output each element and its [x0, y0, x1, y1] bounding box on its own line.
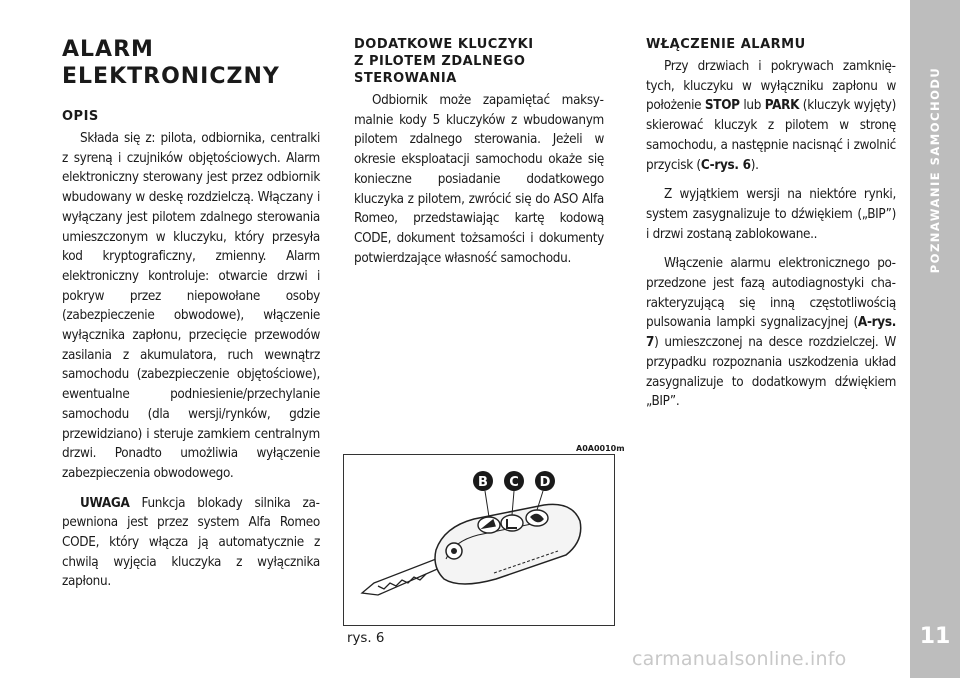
p1-text-b: lub: [739, 98, 765, 114]
extra-keys-paragraph: Odbiornik może zapamiętać maksymalnie kody 5 kluczyków z wbudowanym pilotem zdalnego sterowania. Jeżeli w okresie eksploatacji samochodu okaże się konieczne posiadanie dodatkowego kluczyka z pilotem, zwrócić się do ASO Alfa Romeo, przedstawiając kartę kodową CODE, dokument tożsamości i dokumenty potwierdzające własność samochodu.: [354, 93, 604, 266]
page-title: [62, 36, 320, 90]
title-line-1: ALARM: [62, 37, 154, 62]
figure-code: A0A0010m: [576, 444, 625, 453]
p1-text-d: ).: [750, 157, 759, 173]
warning-label: UWAGA: [80, 495, 130, 511]
p1-text-c: (kluczyk wyjęty) skierować kluczyk z pilotem w stronę samochodu, a następnie nacisnąć i zwolnić przycisk (: [646, 98, 896, 173]
column-right: [646, 36, 896, 422]
stop-label: STOP: [704, 98, 740, 114]
heading-line-2: Z PILOTEM ZDALNEGO: [354, 54, 526, 69]
section-heading-alarm-on: WŁĄCZENIE ALARMU: [646, 37, 806, 52]
alarm-on-paragraph-1: [646, 57, 896, 175]
warning-text: Funkcja blokady silnika zapewniona jest przez system Alfa Romeo CODE, który włącza ją automatycznie z chwilą wyjęcia kluczyka z wyłącznika zapłonu.: [62, 495, 320, 590]
key-remote-illustration: [344, 455, 614, 625]
p1-text-a: Przy drzwiach i pokrywach zamkniętych, kluczyku w wyłączniku zapłonu w położenie: [646, 59, 896, 114]
callout-labels: [473, 471, 555, 491]
section-heading-extra-keys: [354, 36, 604, 87]
alarm-on-paragraph-3: [646, 254, 896, 412]
watermark[interactable]: carmanualsonline.info: [632, 648, 847, 670]
p3-text-a: Włączenie alarmu elektronicznego poprzedzone jest fazą autodiagnostyki charakteryzującą się inną częstotliwością pulsowania lampki sygnalizacyjnej (: [646, 256, 896, 331]
figure-key-remote: [343, 454, 615, 626]
figure-ref-a: A-rys. 7: [646, 315, 896, 351]
label-d: D: [539, 475, 551, 490]
alarm-on-paragraph-2: Z wyjątkiem wersji na niektóre rynki, system zasygnalizuje to dźwiękiem („BIP”) i drzwi zostaną zablokowane..: [646, 187, 896, 242]
warning-paragraph: [62, 494, 320, 593]
description-paragraph: Składa się z: pilota, odbiornika, centralki z syreną i czujników objętościowych. Alarm elektroniczny sterowany jest przez odbiornik wbudowany w deskę rozdzielczą. Włączany i wyłączany jest pilotem zdalnego sterowania umieszczonym w kluczyku, który przesyła kod kryptograficzny, zmienny. Alarm elektroniczny kontroluje: otwarcie drzwi i pokryw przez niepowołane osoby (zabezpieczenie obwodowe), włączenie wyłącznika zapłonu, przecięcie przewodów zasilania z akumulatora, ruch wewnątrz samochodu (zabezpieczenie objętościowe), ewentualne podniesienie/przechylanie samochodu (dla wersji/rynków, gdzie przewidziano) i steruje zamkiem centralnym drzwi. Ponadto umożliwia wyłączenie zabezpieczenia obwodowego.: [62, 131, 320, 481]
figure-caption: rys. 6: [347, 631, 385, 646]
figure-ref-c: C-rys. 6: [700, 157, 751, 173]
heading-line-1: DODATKOWE KLUCZYKI: [354, 37, 534, 52]
column-left: [62, 36, 320, 602]
key-blade: [362, 559, 442, 595]
title-line-2: ELEKTRONICZNY: [62, 64, 280, 89]
park-label: PARK: [764, 98, 800, 114]
column-middle: [354, 36, 604, 278]
page-number: 11: [919, 624, 951, 649]
label-b: B: [478, 475, 488, 490]
p3-text-b: ) umieszczonej na desce rozdzielczej. W przypadku rozpoznania uszkodzenia układ zasygnalizuje to dodatkowym dźwiękiem „BIP”.: [646, 335, 896, 410]
sidebar-section-title: POZNAWANIE SAMOCHODU: [928, 66, 942, 274]
label-c: C: [509, 475, 519, 490]
heading-line-3: STEROWANIA: [354, 71, 457, 86]
section-heading-opis: OPIS: [62, 109, 99, 124]
